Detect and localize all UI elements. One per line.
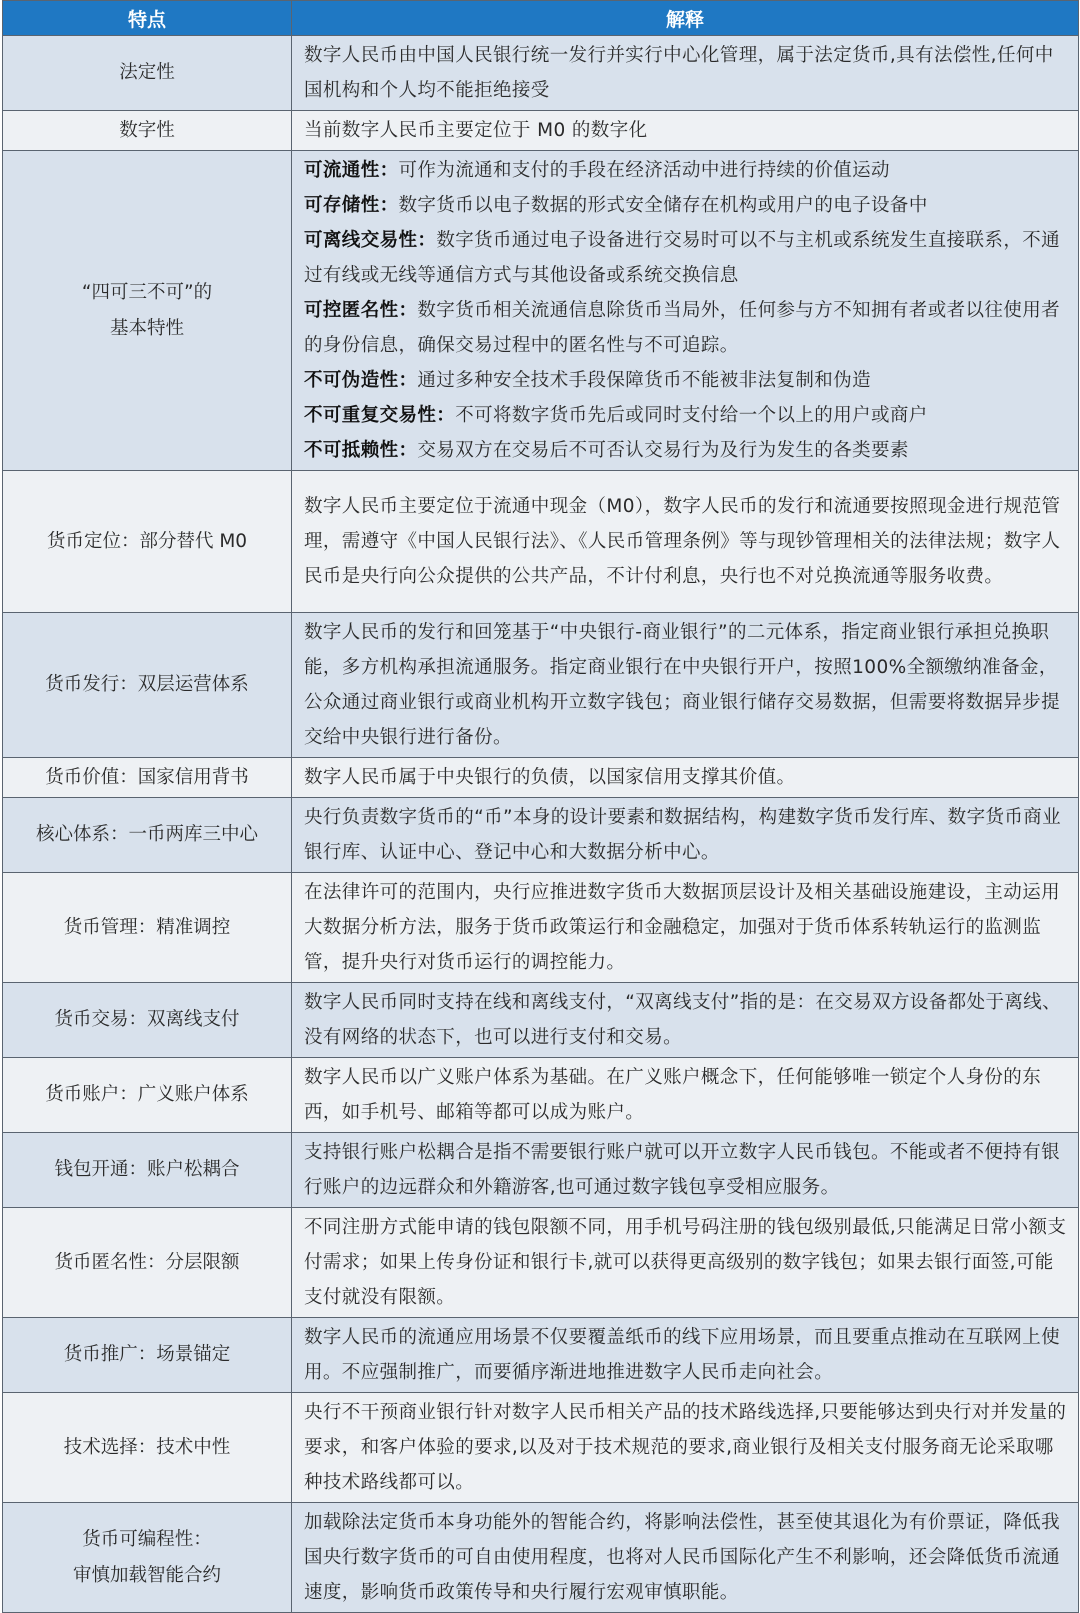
- feature-cell: 货币交易：双离线支付: [3, 983, 292, 1058]
- list-item: [304, 433, 1070, 468]
- explanation-cell: 支持银行账户松耦合是指不需要银行账户就可以开立数字人民币钱包。不能或者不便持有银行账户的边远群众和外籍游客,也可通过数字钱包享受相应服务。: [292, 1133, 1079, 1208]
- table-row: [3, 613, 1079, 758]
- feature-cell: 货币推广：场景锚定: [3, 1318, 292, 1393]
- column-header-feature: 特点: [3, 1, 292, 36]
- table-header-row: [3, 1, 1079, 36]
- feature-cell: 货币匿名性：分层限额: [3, 1208, 292, 1318]
- term-text: 数字货币通过电子设备进行交易时可以不与主机或系统发生直接联系，不通过有线或无线等通信方式与其他设备或系统交换信息: [304, 230, 1061, 286]
- feature-cell: 货币管理：精准调控: [3, 873, 292, 983]
- table-row: [3, 1503, 1079, 1613]
- term-text: 数字货币以电子数据的形式安全储存在机构或用户的电子设备中: [398, 195, 928, 216]
- term-text: 通过多种安全技术手段保障货币不能被非法复制和伪造: [417, 370, 872, 391]
- feature-line: “四可三不可”的: [81, 281, 213, 303]
- explanation-cell: 不同注册方式能申请的钱包限额不同，用手机号码注册的钱包级别最低,只能满足日常小额支付需求；如果上传身份证和银行卡,就可以获得更高级别的数字钱包；如果去银行面签,可能支付就没有限额。: [292, 1208, 1079, 1318]
- term-text: 交易双方在交易后不可否认交易行为及行为发生的各类要素: [417, 440, 909, 461]
- table-row: [3, 111, 1079, 151]
- term-label: 不可重复交易性：: [304, 405, 456, 426]
- table-row: [3, 1393, 1079, 1503]
- explanation-cell: [292, 151, 1079, 471]
- table-row: [3, 1318, 1079, 1393]
- feature-cell: 货币账户：广义账户体系: [3, 1058, 292, 1133]
- feature-cell: [3, 1503, 292, 1613]
- explanation-cell: 数字人民币主要定位于流通中现金（M0），数字人民币的发行和流通要按照现金进行规范管理，需遵守《中国人民银行法》、《人民币管理条例》等与现钞管理相关的法律法规；数字人民币是央行向公众提供的公共产品，不计付利息，央行也不对兑换流通等服务收费。: [292, 471, 1079, 613]
- list-item: [304, 153, 1070, 188]
- explanation-cell: 数字人民币属于中央银行的负债，以国家信用支撑其价值。: [292, 758, 1079, 798]
- feature-cell: 核心体系：一币两库三中心: [3, 798, 292, 873]
- table-row: [3, 471, 1079, 613]
- term-text: 数字货币相关流通信息除货币当局外，任何参与方不知拥有者或者以往使用者的身份信息，确保交易过程中的匿名性与不可追踪。: [304, 300, 1061, 356]
- explanation-cell: 当前数字人民币主要定位于 M0 的数字化: [292, 111, 1079, 151]
- explanation-cell: 数字人民币以广义账户体系为基础。在广义账户概念下，任何能够唯一锁定个人身份的东西，如手机号、邮箱等都可以成为账户。: [292, 1058, 1079, 1133]
- table-row: [3, 151, 1079, 471]
- table-row: [3, 983, 1079, 1058]
- table-row: [3, 798, 1079, 873]
- table-row: [3, 36, 1079, 111]
- explanation-cell: 数字人民币的流通应用场景不仅要覆盖纸币的线下应用场景，而且要重点推动在互联网上使用。不应强制推广，而要循序渐进地推进数字人民币走向社会。: [292, 1318, 1079, 1393]
- list-item: [304, 223, 1070, 293]
- digital-rmb-features-table: [2, 0, 1079, 1613]
- table-row: [3, 1058, 1079, 1133]
- term-text: 不可将数字货币先后或同时支付给一个以上的用户或商户: [455, 405, 928, 426]
- feature-line: 货币可编程性：: [82, 1528, 212, 1550]
- explanation-cell: 央行负责数字货币的“币”本身的设计要素和数据结构，构建数字货币发行库、数字货币商业银行库、认证中心、登记中心和大数据分析中心。: [292, 798, 1079, 873]
- table-row: [3, 873, 1079, 983]
- feature-cell: 技术选择：技术中性: [3, 1393, 292, 1503]
- list-item: [304, 398, 1070, 433]
- feature-cell: 货币定位：部分替代 M0: [3, 471, 292, 613]
- feature-cell: 钱包开通：账户松耦合: [3, 1133, 292, 1208]
- feature-line: 基本特性: [109, 317, 184, 339]
- feature-cell: 货币发行：双层运营体系: [3, 613, 292, 758]
- explanation-cell: 数字人民币由中国人民银行统一发行并实行中心化管理，属于法定货币,具有法偿性,任何中国机构和个人均不能拒绝接受: [292, 36, 1079, 111]
- term-label: 不可抵赖性：: [304, 440, 418, 461]
- explanation-cell: 在法律许可的范围内，央行应推进数字货币大数据顶层设计及相关基础设施建设，主动运用大数据分析方法，服务于货币政策运行和金融稳定，加强对于货币体系转轨运行的监测监管，提升央行对货币运行的调控能力。: [292, 873, 1079, 983]
- term-label: 可存储性：: [304, 195, 399, 216]
- explanation-cell: 央行不干预商业银行针对数字人民币相关产品的技术路线选择,只要能够达到央行对并发量的要求，和客户体验的要求,以及对于技术规范的要求,商业银行及相关支付服务商无论采取哪种技术路线都可以。: [292, 1393, 1079, 1503]
- term-label: 可流通性：: [304, 160, 399, 181]
- table-row: [3, 1133, 1079, 1208]
- list-item: [304, 188, 1070, 223]
- feature-cell: 数字性: [3, 111, 292, 151]
- column-header-explanation: 解释: [292, 1, 1079, 36]
- list-item: [304, 363, 1070, 398]
- term-text: 可作为流通和支付的手段在经济活动中进行持续的价值运动: [398, 160, 890, 181]
- feature-cell: 货币价值：国家信用背书: [3, 758, 292, 798]
- explanation-cell: 数字人民币同时支持在线和离线支付，“双离线支付”指的是：在交易双方设备都处于离线、没有网络的状态下，也可以进行支付和交易。: [292, 983, 1079, 1058]
- explanation-cell: 数字人民币的发行和回笼基于“中央银行-商业银行”的二元体系，指定商业银行承担兑换职能，多方机构承担流通服务。指定商业银行在中央银行开户，按照100%全额缴纳准备金，公众通过商业银行或商业机构开立数字钱包；商业银行储存交易数据，但需要将数据异步提交给中央银行进行备份。: [292, 613, 1079, 758]
- table-row: [3, 1208, 1079, 1318]
- term-label: 可离线交易性：: [304, 230, 437, 251]
- explanation-cell: 加载除法定货币本身功能外的智能合约，将影响法偿性，甚至使其退化为有价票证，降低我国央行数字货币的可自由使用程度，也将对人民币国际化产生不利影响，还会降低货币流通速度，影响货币政策传导和央行履行宏观审慎职能。: [292, 1503, 1079, 1613]
- feature-cell: [3, 151, 292, 471]
- term-label: 不可伪造性：: [304, 370, 418, 391]
- term-label: 可控匿名性：: [304, 300, 418, 321]
- feature-cell: 法定性: [3, 36, 292, 111]
- feature-line: 审慎加载智能合约: [72, 1564, 221, 1586]
- list-item: [304, 293, 1070, 363]
- table-row: [3, 758, 1079, 798]
